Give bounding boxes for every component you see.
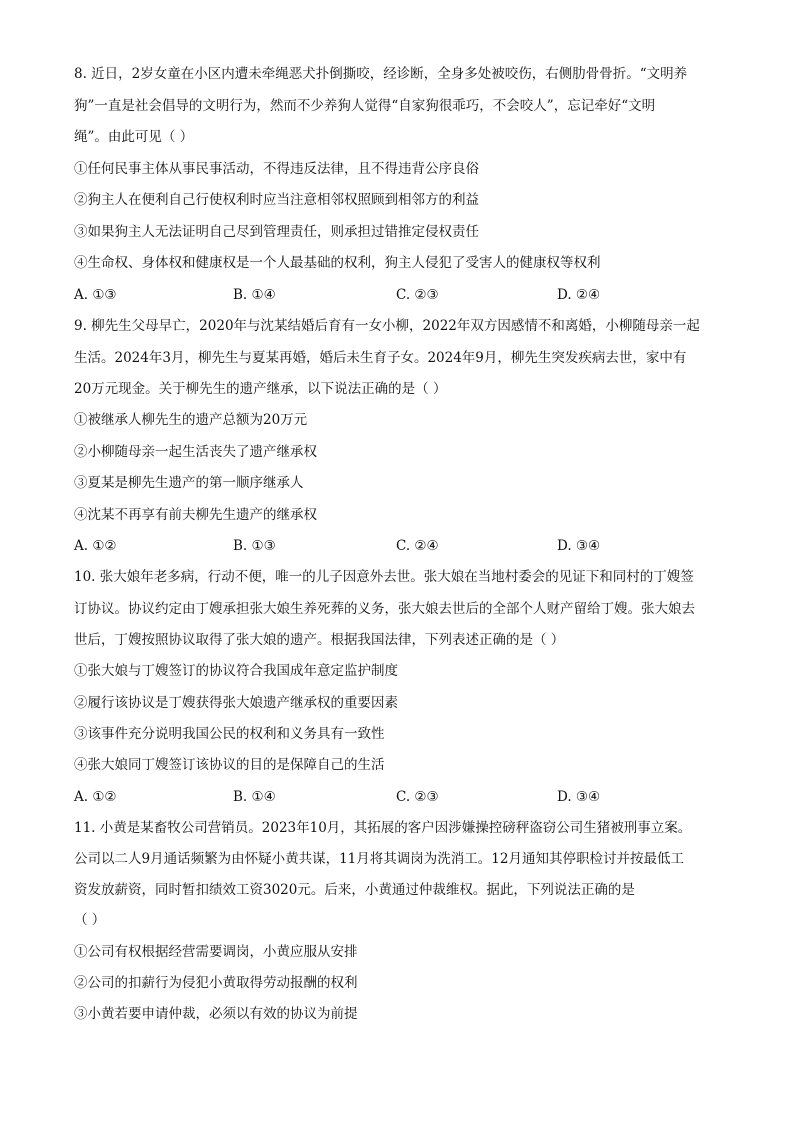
- statement: ④张大娘同丁嫂签订该协议的目的是保障自己的生活: [74, 757, 385, 773]
- statement: ②狗主人在便利自己行使权利时应当注意相邻权照顾到相邻方的利益: [74, 192, 479, 208]
- option-a: A. ①②: [74, 538, 117, 554]
- question-stem-line: 11. 小黄是某畜牧公司营销员。2023年10月，其拓展的客户因涉嫌操控磅秤盗窃公司生猪被刑事立案。: [74, 820, 692, 836]
- statement: ④生命权、身体权和健康权是一个人最基础的权利，狗主人侵犯了受害人的健康权等权利: [74, 255, 601, 271]
- option-c: C. ②③: [396, 287, 439, 303]
- option-b: B. ①④: [233, 789, 276, 805]
- statement: ①张大娘与丁嫂签订的协议符合我国成年意定监护制度: [74, 663, 398, 679]
- option-d: D. ③④: [557, 538, 601, 554]
- statement: ①被继承人柳先生的遗产总额为20万元: [74, 412, 308, 428]
- option-c: C. ②④: [396, 538, 439, 554]
- question-stem-line: 10. 张大娘年老多病，行动不便，唯一的儿子因意外去世。张大娘在当地村委会的见证下和同村的丁嫂签: [74, 569, 694, 585]
- option-d: D. ③④: [557, 789, 601, 805]
- question-stem-line: 20万元现金。关于柳先生的遗产继承，以下说法正确的是（ ）: [74, 381, 447, 397]
- option-c: C. ②③: [396, 789, 439, 805]
- question-stem-line: 9. 柳先生父母早亡，2020年与沈某结婚后育有一女小柳，2022年双方因感情不和离婚，小柳随母亲一起: [74, 318, 700, 334]
- question-stem-line: 狗”一直是社会倡导的文明行为，然而不少养狗人觉得“自家狗很乖巧，不会咬人”，忘记牵好“文明: [74, 98, 656, 114]
- statement: ②小柳随母亲一起生活丧失了遗产继承权: [74, 444, 317, 460]
- question-stem-line: 公司以二人9月通话频繁为由怀疑小黄共谋，11月将其调岗为洗消工。12月通知其停职检讨并按最低工: [74, 851, 684, 867]
- question-stem-line: 世后，丁嫂按照协议取得了张大娘的遗产。根据我国法律，下列表述正确的是（ ）: [74, 632, 565, 648]
- question-stem-line: （ ）: [74, 912, 106, 928]
- statement: ②公司的扣薪行为侵犯小黄取得劳动报酬的权利: [74, 975, 358, 991]
- question-stem-line: 8. 近日，2岁女童在小区内遭未牵绳恶犬扑倒撕咬，经诊断，全身多处被咬伤，右侧肋骨骨折。“文明养: [74, 66, 688, 82]
- statement: ③如果狗主人无法证明自己尽到管理责任，则承担过错推定侵权责任: [74, 224, 479, 240]
- question-stem-line: 订协议。协议约定由丁嫂承担张大娘生养死葬的义务，张大娘去世后的全部个人财产留给丁嫂。张大娘去: [74, 601, 695, 617]
- statement: ③该事件充分说明我国公民的权利和义务具有一致性: [74, 726, 385, 742]
- statement: ③小黄若要申请仲裁，必须以有效的协议为前提: [74, 1006, 358, 1022]
- statement: ④沈某不再享有前夫柳先生遗产的继承权: [74, 507, 317, 523]
- statement: ①公司有权根据经营需要调岗，小黄应服从安排: [74, 944, 358, 960]
- option-b: B. ①④: [233, 287, 276, 303]
- statement: ①任何民事主体从事民事活动，不得违反法律，且不得违背公序良俗: [74, 161, 479, 177]
- statement: ②履行该协议是丁嫂获得张大娘遗产继承权的重要因素: [74, 695, 398, 711]
- statement: ③夏某是柳先生遗产的第一顺序继承人: [74, 475, 304, 491]
- option-d: D. ②④: [557, 287, 601, 303]
- option-a: A. ①②: [74, 789, 117, 805]
- question-stem-line: 生活。2024年3月，柳先生与夏某再婚，婚后未生育子女。2024年9月，柳先生突发疾病去世，家中有: [74, 350, 687, 366]
- option-a: A. ①③: [74, 287, 117, 303]
- option-b: B. ①③: [233, 538, 276, 554]
- question-stem-line: 资发放薪资，同时暂扣绩效工资3020元。后来，小黄通过仲裁维权。据此，下列说法正确的是: [74, 882, 635, 898]
- question-stem-line: 绳”。由此可见（ ）: [74, 129, 194, 145]
